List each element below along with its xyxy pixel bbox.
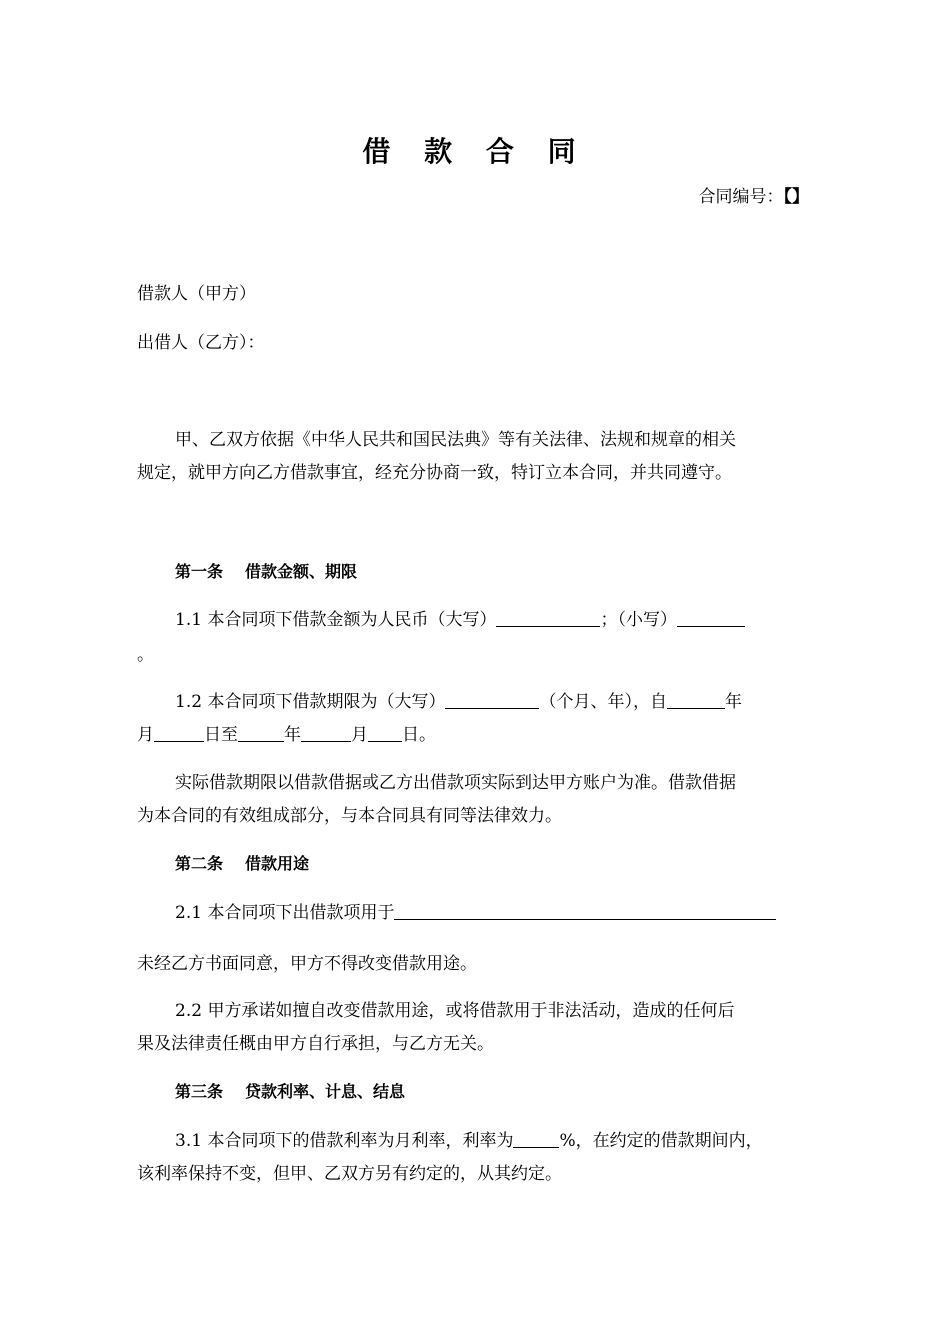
clause-1-1-number: 1.1 xyxy=(175,610,203,630)
end-year-blank[interactable] xyxy=(238,723,284,742)
clause-2-2-line-2: 果及法律责任概由甲方自行承担，与乙方无关。 xyxy=(137,1034,494,1054)
clause-1-2-text-b: （个月、年），自 xyxy=(539,692,667,712)
clause-2-2-text-1: 甲方承诺如擅自改变借款用途，或将借款用于非法活动，造成的任何后 xyxy=(207,1001,735,1021)
clause-1-1-text-a: 本合同项下借款金额为人民币（大写） xyxy=(207,610,497,630)
clause-2-2-line-1 xyxy=(175,995,809,1028)
clause-2-2-number: 2.2 xyxy=(175,1001,203,1021)
contract-number-label: 合同编号： xyxy=(698,187,784,207)
article-1-number: 第一条 xyxy=(175,562,224,581)
article-1-note-line-2: 为本合同的有效组成部分，与本合同具有同等法律效力。 xyxy=(137,806,562,826)
clause-1-2-dates xyxy=(137,719,809,752)
lender-label: 出借人（乙方）： xyxy=(137,333,265,353)
clause-1-2-text-a: 本合同项下借款期限为（大写） xyxy=(207,692,446,712)
end-month-blank[interactable] xyxy=(301,723,351,742)
clause-3-1-text-b: %，在约定的借款期间内， xyxy=(559,1131,763,1151)
end-day-blank[interactable] xyxy=(368,723,402,742)
article-3-title: 贷款利率、计息、结息 xyxy=(245,1082,406,1101)
contract-number-value: 【】 xyxy=(783,187,809,207)
article-1-note-line-1: 实际借款期限以借款借据或乙方出借款项实际到达甲方账户为准。借款借据 xyxy=(175,773,736,793)
term-uppercase-blank[interactable] xyxy=(445,690,539,709)
start-month-blank[interactable] xyxy=(154,723,204,742)
start-year-blank[interactable] xyxy=(667,690,725,709)
clause-2-1-text-b: 未经乙方书面同意，甲方不得改变借款用途。 xyxy=(137,954,477,974)
contract-number xyxy=(699,183,810,211)
preamble-line-1: 甲、乙双方依据《中华人民共和国民法典》等有关法律、法规和规章的相关 xyxy=(175,430,736,450)
clause-3-1-line-2: 该利率保持不变，但甲、乙双方另有约定的，从其约定。 xyxy=(137,1164,562,1184)
clause-3-1 xyxy=(175,1125,809,1158)
article-3-heading xyxy=(175,1077,405,1107)
clause-2-1-text-a: 本合同项下出借款项用于 xyxy=(207,903,395,923)
clause-1-2 xyxy=(175,686,809,719)
clause-1-2-month: 月 xyxy=(137,725,154,745)
article-3-number: 第三条 xyxy=(175,1082,224,1101)
clause-3-1-number: 3.1 xyxy=(175,1131,203,1151)
preamble-line-2: 规定，就甲方向乙方借款事宜，经充分协商一致，特订立本合同，并共同遵守。 xyxy=(137,463,732,483)
clause-2-1 xyxy=(175,897,809,930)
clause-2-1-number: 2.1 xyxy=(175,903,203,923)
interest-rate-blank[interactable] xyxy=(513,1129,559,1148)
borrower-label: 借款人（甲方） xyxy=(137,284,256,304)
clause-1-2-number: 1.2 xyxy=(175,692,203,712)
clause-1-2-year-2: 年 xyxy=(284,725,301,745)
clause-1-2-year: 年 xyxy=(724,692,742,712)
clause-3-1-text-a: 本合同项下的借款利率为月利率，利率为 xyxy=(207,1131,514,1151)
clause-1-1 xyxy=(175,604,809,637)
clause-1-2-day-end: 日。 xyxy=(402,725,436,745)
clause-1-2-month-2: 月 xyxy=(351,725,368,745)
amount-lowercase-blank[interactable] xyxy=(677,608,745,627)
article-2-number: 第二条 xyxy=(175,854,224,873)
article-1-title: 借款金额、期限 xyxy=(245,562,358,581)
clause-1-1-end: 。 xyxy=(137,645,154,665)
article-2-title: 借款用途 xyxy=(245,854,310,873)
article-1-heading xyxy=(175,557,357,587)
clause-1-1-text-b: ；（小写） xyxy=(600,610,677,630)
document-title: 借 款 合 同 xyxy=(362,135,588,168)
article-2-heading xyxy=(175,849,309,879)
clause-1-2-day-to: 日至 xyxy=(204,725,238,745)
loan-purpose-blank[interactable] xyxy=(394,901,776,920)
amount-uppercase-blank[interactable] xyxy=(496,608,600,627)
